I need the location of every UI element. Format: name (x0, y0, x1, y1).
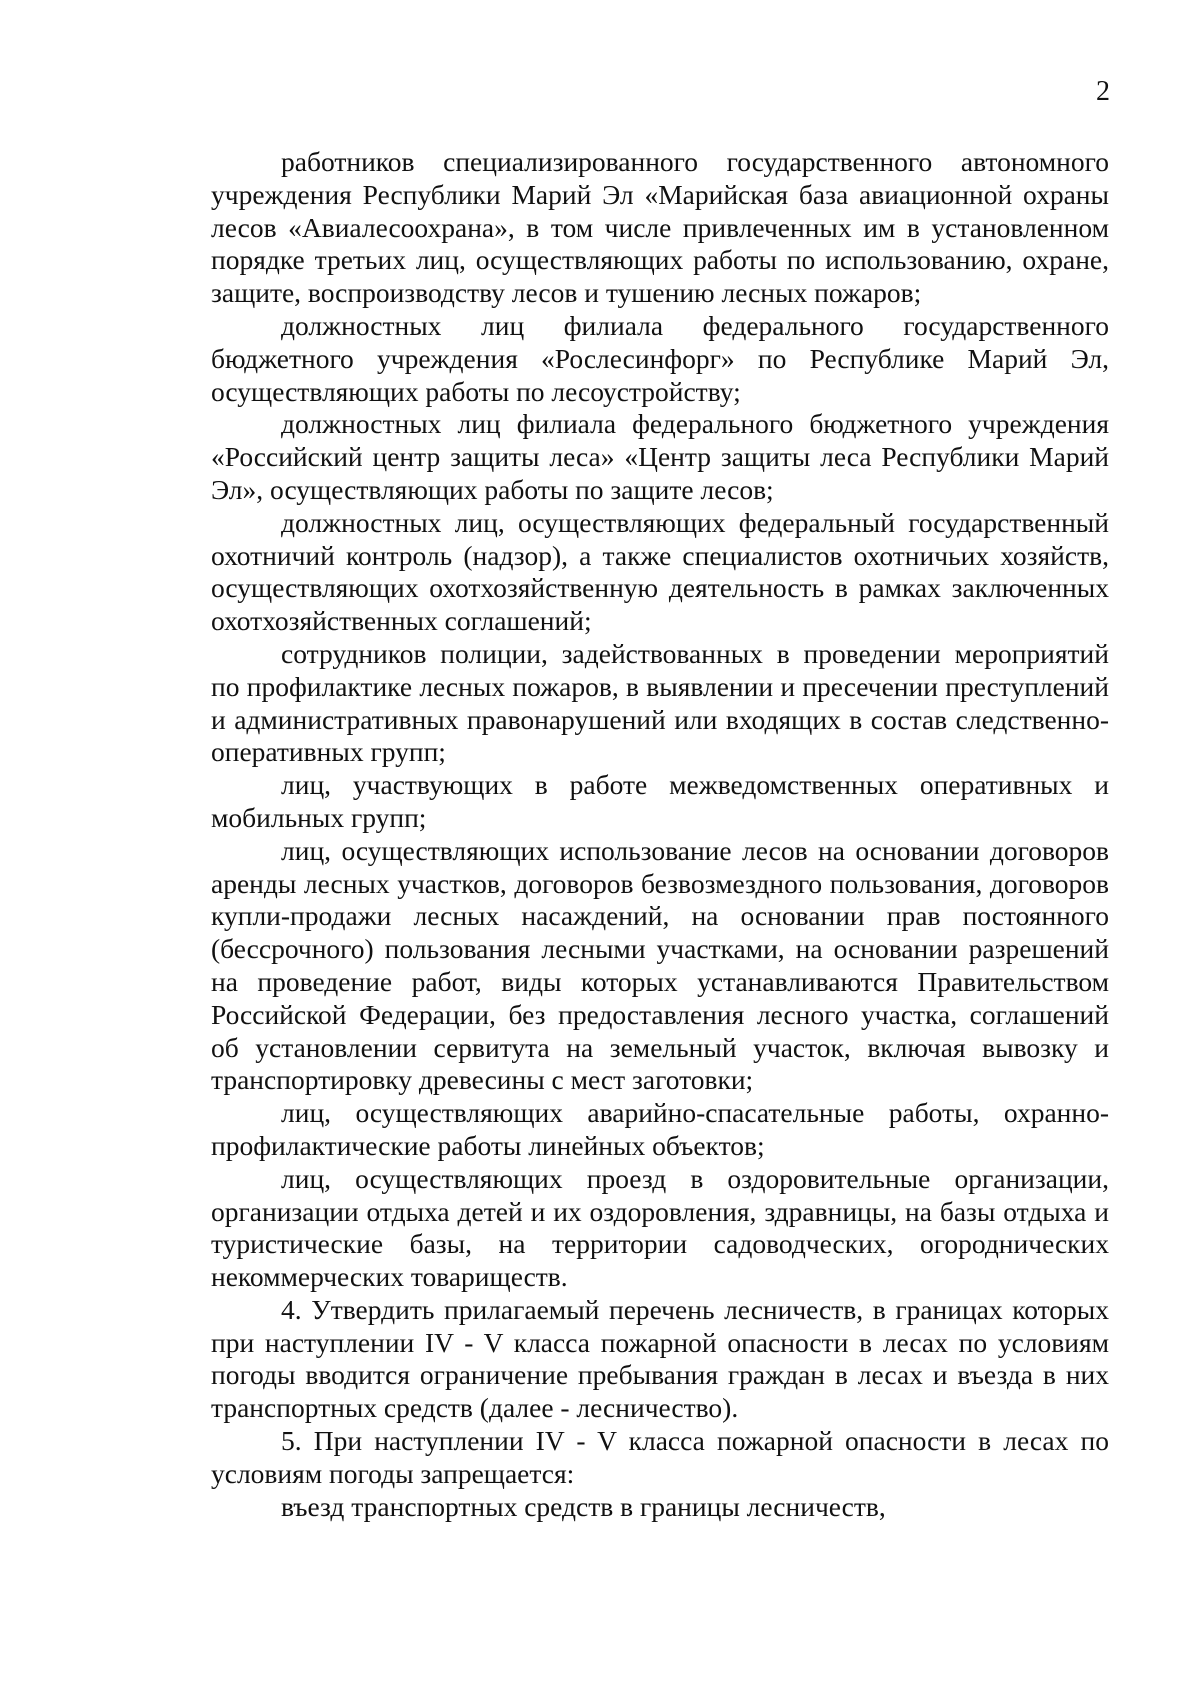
paragraph-rescue-works: лиц, осуществляющих аварийно-спасательные работы, охранно-профилактические работы линейных объектов; (211, 1097, 1109, 1161)
paragraph-interagency-groups: лиц, участвующих в работе межведомственных оперативных и мобильных групп; (211, 769, 1109, 833)
paragraph-forest-protection-center-officials: должностных лиц филиала федерального бюджетного учреждения «Российский центр защиты леса» «Центр защиты леса Республики Марий Эл», осуществляющих работы по защите лесов; (211, 408, 1109, 505)
paragraph-item-5: 5. При наступлении IV - V класса пожарной опасности в лесах по условиям погоды запрещается: (211, 1425, 1109, 1489)
paragraph-item-4: 4. Утвердить прилагаемый перечень лесничеств, в границах которых при наступлении IV - V класса пожарной опасности в лесах по условиям погоды вводится ограничение пребывания граждан в лесах и въезда в них транспортных средств (далее - лесничество). (211, 1293, 1109, 1424)
paragraph-avialesookhrana-workers: работников специализированного государственного автономного учреждения Республики Марий Эл «Марийская база авиационной охраны лесов «Авиалесоохрана», в том числе привлеченных им в установленном порядке третьих лиц, осуществляющих работы по использованию, охране, защите, воспроизводству лесов и тушению лесных пожаров; (211, 146, 1109, 309)
paragraph-passage-to-organizations: лиц, осуществляющих проезд в оздоровительные организации, организации отдыха детей и их оздоровления, здравницы, на базы отдыха и туристические базы, на территории садоводческих, огороднических некоммерческих товариществ. (211, 1162, 1109, 1293)
paragraph-vehicle-entry: въезд транспортных средств в границы лесничеств, (281, 1490, 886, 1522)
document-body (211, 146, 1109, 1523)
page-number: 2 (1096, 76, 1110, 107)
paragraph-hunting-control-officials: должностных лиц, осуществляющих федеральный государственный охотничий контроль (надзор), а также специалистов охотничьих хозяйств, осуществляющих охотхозяйственную деятельность в рамках заключенных охотхозяйственных соглашений; (211, 506, 1109, 637)
paragraph-police-officers: сотрудников полиции, задействованных в проведении мероприятий по профилактике лесных пожаров, в выявлении и пресечении преступлений и административных правонарушений или входящих в состав следственно-оперативных групп; (211, 637, 1109, 768)
paragraph-forest-users: лиц, осуществляющих использование лесов на основании договоров аренды лесных участков, договоров безвозмездного пользования, договоров купли-продажи лесных насаждений, на основании прав постоянного (бессрочного) пользования лесными участками, на основании разрешений на проведение работ, виды которых устанавливаются Правительством Российской Федерации, без предоставления лесного участка, соглашений об установлении сервитута на земельный участок, включая вывозку и транспортировку древесины с мест заготовки; (211, 834, 1109, 1096)
paragraph-roslesinforg-officials: должностных лиц филиала федерального государственного бюджетного учреждения «Рослесинфорг» по Республике Марий Эл, осуществляющих работы по лесоустройству; (211, 309, 1109, 407)
